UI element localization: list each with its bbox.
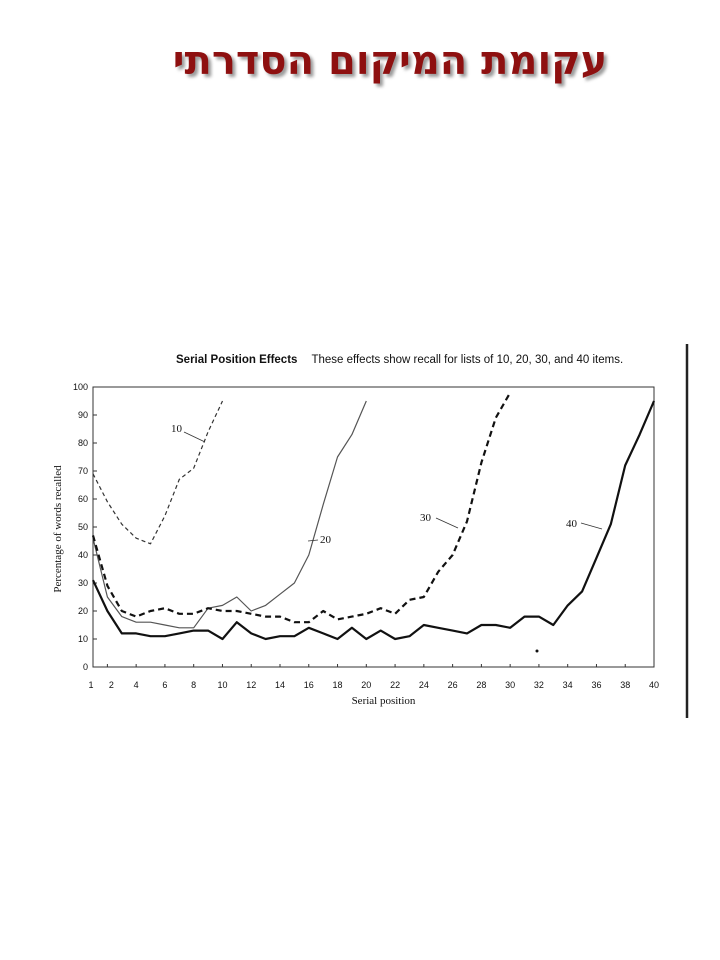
x-axis-title: Serial position (351, 695, 416, 707)
x-tick-label: 12 (246, 680, 257, 690)
y-tick-label: 50 (77, 522, 88, 532)
series-label-20: 20 (320, 534, 331, 546)
x-tick-label: 4 (133, 680, 139, 690)
x-tick-label: 1 (88, 680, 94, 690)
y-tick-label: 100 (72, 382, 88, 392)
x-tick-label: 24 (418, 680, 429, 690)
chart-title: Serial Position Effects (176, 354, 298, 366)
chart-ticks (73, 382, 659, 690)
x-tick-label: 36 (591, 680, 602, 690)
y-tick-label: 0 (82, 662, 88, 672)
x-tick-label: 32 (533, 680, 544, 690)
series-label-10: 10 (171, 423, 182, 435)
leader-line-10 (184, 432, 205, 442)
x-tick-label: 2 (108, 680, 114, 690)
y-axis-title: Percentage of words recalled (52, 465, 64, 593)
leader-line-20 (308, 540, 318, 541)
series-line-20 (93, 401, 366, 628)
x-tick-label: 8 (191, 680, 197, 690)
leader-line-40 (581, 523, 602, 529)
y-tick-label: 90 (77, 410, 88, 420)
x-tick-label: 20 (361, 680, 372, 690)
y-tick-label: 20 (77, 606, 88, 616)
series-line-30 (93, 393, 510, 623)
chart-series (93, 393, 654, 639)
x-tick-label: 34 (562, 680, 573, 690)
x-tick-label: 16 (303, 680, 314, 690)
speck (536, 650, 539, 653)
y-tick-label: 40 (77, 550, 88, 560)
x-tick-label: 28 (476, 680, 487, 690)
y-tick-label: 60 (77, 494, 88, 504)
x-tick-label: 10 (217, 680, 228, 690)
series-label-30: 30 (420, 512, 431, 524)
x-tick-label: 26 (447, 680, 458, 690)
x-tick-label: 6 (162, 680, 168, 690)
x-tick-label: 14 (274, 680, 286, 690)
slide-title: עקומת המיקום הסדרתי (172, 38, 608, 84)
chart-subtitle: These effects show recall for lists of 10, 20, 30, and 40 items. (311, 354, 624, 366)
x-tick-label: 18 (332, 680, 343, 690)
series-line-10 (93, 401, 223, 544)
y-tick-label: 10 (77, 634, 88, 644)
x-tick-label: 22 (390, 680, 401, 690)
series-label-40: 40 (566, 518, 577, 530)
x-tick-label: 38 (620, 680, 631, 690)
leader-line-30 (436, 518, 458, 528)
y-tick-label: 70 (77, 466, 88, 476)
y-tick-label: 80 (77, 438, 88, 448)
x-tick-label: 30 (505, 680, 516, 690)
y-tick-label: 30 (77, 578, 88, 588)
x-tick-label: 40 (648, 680, 660, 690)
